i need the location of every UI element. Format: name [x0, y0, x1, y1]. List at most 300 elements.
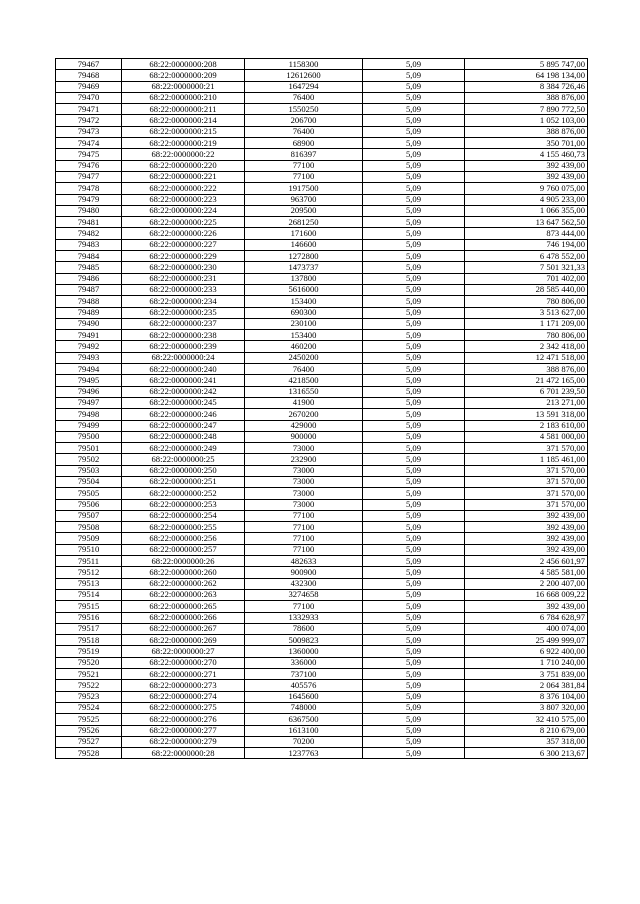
cadastral-number-cell: 68:22:0000000:250	[122, 465, 245, 476]
table-row	[56, 171, 588, 182]
value-cell: 153400	[245, 330, 363, 341]
cadastral-number-cell: 68:22:0000000:210	[122, 92, 245, 103]
value-cell: 12612600	[245, 70, 363, 81]
rate-cell: 5,09	[363, 646, 465, 657]
value-cell: 482633	[245, 556, 363, 567]
cadastral-number-cell: 68:22:0000000:240	[122, 364, 245, 375]
value-cell: 70200	[245, 736, 363, 747]
cadastral-number-cell: 68:22:0000000:274	[122, 691, 245, 702]
rate-cell: 5,09	[363, 680, 465, 691]
rate-cell: 5,09	[363, 228, 465, 239]
value-cell: 73000	[245, 499, 363, 510]
row-number-cell: 79524	[56, 702, 122, 713]
value-cell: 900900	[245, 567, 363, 578]
row-number-cell: 79501	[56, 443, 122, 454]
table-row	[56, 341, 588, 352]
value-cell: 1550250	[245, 104, 363, 115]
amount-cell: 2 342 418,00	[465, 341, 588, 352]
table-row	[56, 736, 588, 747]
row-number-cell: 79522	[56, 680, 122, 691]
table-row	[56, 702, 588, 713]
cadastral-number-cell: 68:22:0000000:222	[122, 183, 245, 194]
amount-cell: 16 668 009,22	[465, 589, 588, 600]
table-row	[56, 205, 588, 216]
table-row	[56, 431, 588, 442]
row-number-cell: 79511	[56, 556, 122, 567]
amount-cell: 780 806,00	[465, 330, 588, 341]
row-number-cell: 79491	[56, 330, 122, 341]
row-number-cell: 79499	[56, 420, 122, 431]
value-cell: 5616000	[245, 284, 363, 295]
amount-cell: 25 499 999,07	[465, 635, 588, 646]
row-number-cell: 79492	[56, 341, 122, 352]
cadastral-number-cell: 68:22:0000000:277	[122, 725, 245, 736]
value-cell: 1613100	[245, 725, 363, 736]
row-number-cell: 79489	[56, 307, 122, 318]
rate-cell: 5,09	[363, 251, 465, 262]
amount-cell: 701 402,00	[465, 273, 588, 284]
value-cell: 73000	[245, 465, 363, 476]
table-row	[56, 217, 588, 228]
table-body	[56, 59, 588, 759]
cadastral-number-cell: 68:22:0000000:266	[122, 612, 245, 623]
table-row	[56, 70, 588, 81]
cadastral-number-cell: 68:22:0000000:28	[122, 748, 245, 759]
amount-cell: 12 471 518,00	[465, 352, 588, 363]
table-row	[56, 330, 588, 341]
value-cell: 963700	[245, 194, 363, 205]
cadastral-number-cell: 68:22:0000000:256	[122, 533, 245, 544]
cadastral-number-cell: 68:22:0000000:221	[122, 171, 245, 182]
amount-cell: 5 895 747,00	[465, 59, 588, 70]
value-cell: 171600	[245, 228, 363, 239]
table-row	[56, 273, 588, 284]
table-row	[56, 669, 588, 680]
rate-cell: 5,09	[363, 476, 465, 487]
rate-cell: 5,09	[363, 352, 465, 363]
rate-cell: 5,09	[363, 544, 465, 555]
value-cell: 748000	[245, 702, 363, 713]
cadastral-number-cell: 68:22:0000000:273	[122, 680, 245, 691]
row-number-cell: 79500	[56, 431, 122, 442]
rate-cell: 5,09	[363, 748, 465, 759]
cadastral-number-cell: 68:22:0000000:260	[122, 567, 245, 578]
row-number-cell: 79475	[56, 149, 122, 160]
row-number-cell: 79514	[56, 589, 122, 600]
table-row	[56, 239, 588, 250]
rate-cell: 5,09	[363, 171, 465, 182]
row-number-cell: 79498	[56, 409, 122, 420]
cadastral-number-cell: 68:22:0000000:226	[122, 228, 245, 239]
table-row	[56, 397, 588, 408]
rate-cell: 5,09	[363, 589, 465, 600]
table-row	[56, 364, 588, 375]
cadastral-number-cell: 68:22:0000000:209	[122, 70, 245, 81]
table-row	[56, 465, 588, 476]
row-number-cell: 79483	[56, 239, 122, 250]
value-cell: 77100	[245, 522, 363, 533]
cadastral-number-cell: 68:22:0000000:270	[122, 657, 245, 668]
table-row	[56, 307, 588, 318]
value-cell: 77100	[245, 601, 363, 612]
rate-cell: 5,09	[363, 736, 465, 747]
table-row	[56, 748, 588, 759]
row-number-cell: 79509	[56, 533, 122, 544]
value-cell: 816397	[245, 149, 363, 160]
rate-cell: 5,09	[363, 499, 465, 510]
row-number-cell: 79497	[56, 397, 122, 408]
amount-cell: 392 439,00	[465, 533, 588, 544]
cadastral-number-cell: 68:22:0000000:252	[122, 488, 245, 499]
row-number-cell: 79512	[56, 567, 122, 578]
table-row	[56, 589, 588, 600]
row-number-cell: 79469	[56, 81, 122, 92]
table-row	[56, 375, 588, 386]
amount-cell: 8 384 726,46	[465, 81, 588, 92]
amount-cell: 21 472 165,00	[465, 375, 588, 386]
amount-cell: 3 513 627,00	[465, 307, 588, 318]
amount-cell: 371 570,00	[465, 499, 588, 510]
cadastral-number-cell: 68:22:0000000:235	[122, 307, 245, 318]
cadastral-number-cell: 68:22:0000000:246	[122, 409, 245, 420]
rate-cell: 5,09	[363, 104, 465, 115]
amount-cell: 32 410 575,00	[465, 714, 588, 725]
cadastral-number-cell: 68:22:0000000:223	[122, 194, 245, 205]
value-cell: 6367500	[245, 714, 363, 725]
amount-cell: 4 905 233,00	[465, 194, 588, 205]
rate-cell: 5,09	[363, 59, 465, 70]
value-cell: 68900	[245, 138, 363, 149]
table-row	[56, 104, 588, 115]
table-row	[56, 646, 588, 657]
cadastral-number-cell: 68:22:0000000:21	[122, 81, 245, 92]
amount-cell: 1 171 209,00	[465, 318, 588, 329]
amount-cell: 13 591 318,00	[465, 409, 588, 420]
value-cell: 76400	[245, 92, 363, 103]
rate-cell: 5,09	[363, 454, 465, 465]
cadastral-number-cell: 68:22:0000000:237	[122, 318, 245, 329]
row-number-cell: 79525	[56, 714, 122, 725]
data-table	[55, 58, 588, 759]
amount-cell: 3 751 839,00	[465, 669, 588, 680]
value-cell: 77100	[245, 544, 363, 555]
value-cell: 206700	[245, 115, 363, 126]
amount-cell: 6 922 400,00	[465, 646, 588, 657]
cadastral-number-cell: 68:22:0000000:211	[122, 104, 245, 115]
rate-cell: 5,09	[363, 691, 465, 702]
value-cell: 1917500	[245, 183, 363, 194]
cadastral-number-cell: 68:22:0000000:275	[122, 702, 245, 713]
value-cell: 1316550	[245, 386, 363, 397]
value-cell: 690300	[245, 307, 363, 318]
amount-cell: 6 701 239,50	[465, 386, 588, 397]
amount-cell: 3 807 320,00	[465, 702, 588, 713]
row-number-cell: 79504	[56, 476, 122, 487]
cadastral-number-cell: 68:22:0000000:263	[122, 589, 245, 600]
row-number-cell: 79482	[56, 228, 122, 239]
amount-cell: 392 439,00	[465, 522, 588, 533]
rate-cell: 5,09	[363, 657, 465, 668]
cadastral-number-cell: 68:22:0000000:238	[122, 330, 245, 341]
rate-cell: 5,09	[363, 397, 465, 408]
cadastral-number-cell: 68:22:0000000:230	[122, 262, 245, 273]
row-number-cell: 79467	[56, 59, 122, 70]
cadastral-number-cell: 68:22:0000000:262	[122, 578, 245, 589]
rate-cell: 5,09	[363, 126, 465, 137]
value-cell: 73000	[245, 488, 363, 499]
table-row	[56, 476, 588, 487]
cadastral-number-cell: 68:22:0000000:27	[122, 646, 245, 657]
cadastral-number-cell: 68:22:0000000:257	[122, 544, 245, 555]
value-cell: 2681250	[245, 217, 363, 228]
cadastral-number-cell: 68:22:0000000:248	[122, 431, 245, 442]
rate-cell: 5,09	[363, 205, 465, 216]
cadastral-number-cell: 68:22:0000000:224	[122, 205, 245, 216]
amount-cell: 371 570,00	[465, 465, 588, 476]
cadastral-number-cell: 68:22:0000000:239	[122, 341, 245, 352]
value-cell: 1647294	[245, 81, 363, 92]
value-cell: 77100	[245, 171, 363, 182]
row-number-cell: 79528	[56, 748, 122, 759]
table-row	[56, 533, 588, 544]
rate-cell: 5,09	[363, 273, 465, 284]
amount-cell: 392 439,00	[465, 160, 588, 171]
table-row	[56, 488, 588, 499]
amount-cell: 8 210 679,00	[465, 725, 588, 736]
amount-cell: 9 760 075,00	[465, 183, 588, 194]
rate-cell: 5,09	[363, 375, 465, 386]
rate-cell: 5,09	[363, 488, 465, 499]
cadastral-number-cell: 68:22:0000000:253	[122, 499, 245, 510]
rate-cell: 5,09	[363, 194, 465, 205]
value-cell: 209500	[245, 205, 363, 216]
row-number-cell: 79490	[56, 318, 122, 329]
value-cell: 232900	[245, 454, 363, 465]
amount-cell: 1 066 355,00	[465, 205, 588, 216]
amount-cell: 371 570,00	[465, 476, 588, 487]
table-row	[56, 420, 588, 431]
amount-cell: 4 581 000,00	[465, 431, 588, 442]
table-row	[56, 409, 588, 420]
rate-cell: 5,09	[363, 284, 465, 295]
rate-cell: 5,09	[363, 567, 465, 578]
value-cell: 1237763	[245, 748, 363, 759]
row-number-cell: 79518	[56, 635, 122, 646]
rate-cell: 5,09	[363, 420, 465, 431]
table-row	[56, 81, 588, 92]
value-cell: 77100	[245, 533, 363, 544]
row-number-cell: 79473	[56, 126, 122, 137]
amount-cell: 6 300 213,67	[465, 748, 588, 759]
row-number-cell: 79474	[56, 138, 122, 149]
rate-cell: 5,09	[363, 92, 465, 103]
cadastral-number-cell: 68:22:0000000:24	[122, 352, 245, 363]
row-number-cell: 79470	[56, 92, 122, 103]
rate-cell: 5,09	[363, 443, 465, 454]
rate-cell: 5,09	[363, 714, 465, 725]
value-cell: 76400	[245, 364, 363, 375]
rate-cell: 5,09	[363, 296, 465, 307]
table-row	[56, 510, 588, 521]
table-row	[56, 454, 588, 465]
value-cell: 737100	[245, 669, 363, 680]
row-number-cell: 79486	[56, 273, 122, 284]
cadastral-number-cell: 68:22:0000000:247	[122, 420, 245, 431]
rate-cell: 5,09	[363, 115, 465, 126]
cadastral-number-cell: 68:22:0000000:233	[122, 284, 245, 295]
rate-cell: 5,09	[363, 533, 465, 544]
table-row	[56, 386, 588, 397]
value-cell: 146600	[245, 239, 363, 250]
row-number-cell: 79506	[56, 499, 122, 510]
table-row	[56, 567, 588, 578]
amount-cell: 873 444,00	[465, 228, 588, 239]
row-number-cell: 79526	[56, 725, 122, 736]
value-cell: 76400	[245, 126, 363, 137]
amount-cell: 4 585 581,00	[465, 567, 588, 578]
value-cell: 73000	[245, 476, 363, 487]
value-cell: 3274658	[245, 589, 363, 600]
row-number-cell: 79481	[56, 217, 122, 228]
table-row	[56, 725, 588, 736]
value-cell: 78600	[245, 623, 363, 634]
amount-cell: 371 570,00	[465, 443, 588, 454]
value-cell: 2670200	[245, 409, 363, 420]
amount-cell: 6 784 628,97	[465, 612, 588, 623]
table-row	[56, 714, 588, 725]
table-row	[56, 499, 588, 510]
cadastral-number-cell: 68:22:0000000:271	[122, 669, 245, 680]
rate-cell: 5,09	[363, 431, 465, 442]
rate-cell: 5,09	[363, 364, 465, 375]
row-number-cell: 79471	[56, 104, 122, 115]
table-row	[56, 601, 588, 612]
rate-cell: 5,09	[363, 217, 465, 228]
table-row	[56, 284, 588, 295]
rate-cell: 5,09	[363, 578, 465, 589]
row-number-cell: 79505	[56, 488, 122, 499]
cadastral-number-cell: 68:22:0000000:242	[122, 386, 245, 397]
value-cell: 1272800	[245, 251, 363, 262]
cadastral-number-cell: 68:22:0000000:234	[122, 296, 245, 307]
row-number-cell: 79488	[56, 296, 122, 307]
rate-cell: 5,09	[363, 556, 465, 567]
cadastral-number-cell: 68:22:0000000:249	[122, 443, 245, 454]
amount-cell: 213 271,00	[465, 397, 588, 408]
cadastral-number-cell: 68:22:0000000:254	[122, 510, 245, 521]
amount-cell: 64 198 134,00	[465, 70, 588, 81]
amount-cell: 371 570,00	[465, 488, 588, 499]
row-number-cell: 79517	[56, 623, 122, 634]
table-row	[56, 149, 588, 160]
value-cell: 429000	[245, 420, 363, 431]
amount-cell: 388 876,00	[465, 126, 588, 137]
row-number-cell: 79494	[56, 364, 122, 375]
value-cell: 230100	[245, 318, 363, 329]
row-number-cell: 79487	[56, 284, 122, 295]
cadastral-number-cell: 68:22:0000000:227	[122, 239, 245, 250]
cadastral-number-cell: 68:22:0000000:215	[122, 126, 245, 137]
rate-cell: 5,09	[363, 465, 465, 476]
rate-cell: 5,09	[363, 239, 465, 250]
row-number-cell: 79515	[56, 601, 122, 612]
table-row	[56, 657, 588, 668]
rate-cell: 5,09	[363, 183, 465, 194]
value-cell: 41900	[245, 397, 363, 408]
value-cell: 137800	[245, 273, 363, 284]
rate-cell: 5,09	[363, 262, 465, 273]
amount-cell: 28 585 440,00	[465, 284, 588, 295]
table-row	[56, 296, 588, 307]
row-number-cell: 79516	[56, 612, 122, 623]
table-row	[56, 262, 588, 273]
cadastral-number-cell: 68:22:0000000:269	[122, 635, 245, 646]
cadastral-number-cell: 68:22:0000000:220	[122, 160, 245, 171]
rate-cell: 5,09	[363, 386, 465, 397]
table-row	[56, 251, 588, 262]
row-number-cell: 79468	[56, 70, 122, 81]
rate-cell: 5,09	[363, 149, 465, 160]
table-row	[56, 691, 588, 702]
rate-cell: 5,09	[363, 160, 465, 171]
row-number-cell: 79503	[56, 465, 122, 476]
rate-cell: 5,09	[363, 702, 465, 713]
value-cell: 1158300	[245, 59, 363, 70]
table-row	[56, 544, 588, 555]
value-cell: 900000	[245, 431, 363, 442]
table-row	[56, 635, 588, 646]
rate-cell: 5,09	[363, 601, 465, 612]
row-number-cell: 79478	[56, 183, 122, 194]
amount-cell: 392 439,00	[465, 601, 588, 612]
amount-cell: 1 710 240,00	[465, 657, 588, 668]
rate-cell: 5,09	[363, 522, 465, 533]
amount-cell: 13 647 562,50	[465, 217, 588, 228]
row-number-cell: 79485	[56, 262, 122, 273]
table-row	[56, 194, 588, 205]
row-number-cell: 79495	[56, 375, 122, 386]
table-row	[56, 92, 588, 103]
amount-cell: 400 074,00	[465, 623, 588, 634]
rate-cell: 5,09	[363, 307, 465, 318]
cadastral-number-cell: 68:22:0000000:265	[122, 601, 245, 612]
cadastral-number-cell: 68:22:0000000:219	[122, 138, 245, 149]
rate-cell: 5,09	[363, 635, 465, 646]
row-number-cell: 79519	[56, 646, 122, 657]
row-number-cell: 79480	[56, 205, 122, 216]
value-cell: 1360000	[245, 646, 363, 657]
amount-cell: 2 183 610,00	[465, 420, 588, 431]
amount-cell: 388 876,00	[465, 364, 588, 375]
cadastral-number-cell: 68:22:0000000:26	[122, 556, 245, 567]
value-cell: 153400	[245, 296, 363, 307]
cadastral-number-cell: 68:22:0000000:255	[122, 522, 245, 533]
table-row	[56, 556, 588, 567]
table-row	[56, 115, 588, 126]
table-row	[56, 612, 588, 623]
cadastral-number-cell: 68:22:0000000:214	[122, 115, 245, 126]
amount-cell: 350 701,00	[465, 138, 588, 149]
value-cell: 1473737	[245, 262, 363, 273]
rate-cell: 5,09	[363, 318, 465, 329]
cadastral-number-cell: 68:22:0000000:279	[122, 736, 245, 747]
value-cell: 4218500	[245, 375, 363, 386]
cadastral-number-cell: 68:22:0000000:229	[122, 251, 245, 262]
table-row	[56, 352, 588, 363]
amount-cell: 2 064 381,84	[465, 680, 588, 691]
value-cell: 5009823	[245, 635, 363, 646]
rate-cell: 5,09	[363, 81, 465, 92]
